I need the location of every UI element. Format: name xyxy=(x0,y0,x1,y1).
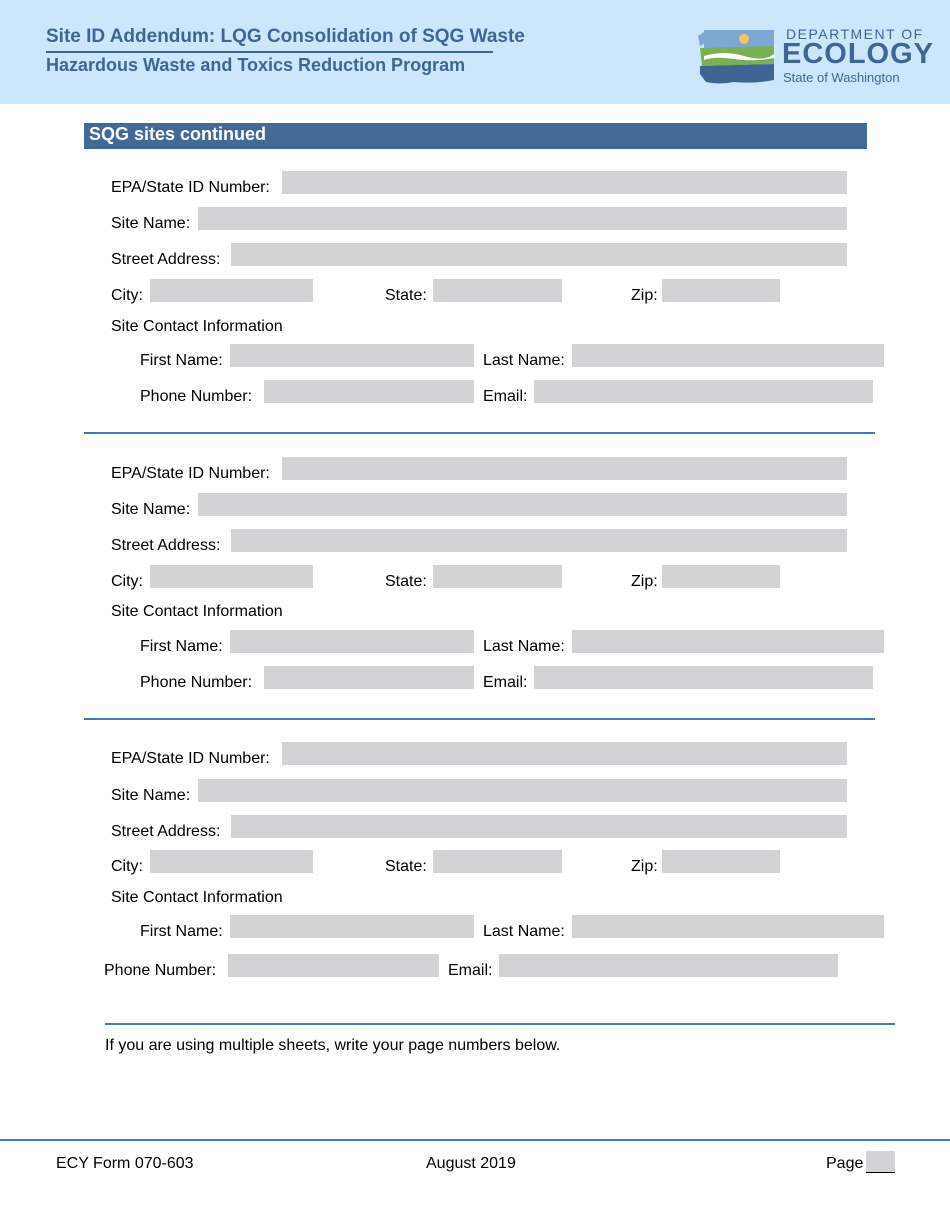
site-name-input[interactable] xyxy=(198,207,847,230)
form-date: August 2019 xyxy=(426,1155,516,1172)
street-address-label: Street Address: xyxy=(111,823,221,840)
epa-id-input[interactable] xyxy=(282,742,847,765)
ecology-logo-icon xyxy=(694,28,776,88)
email-label: Email: xyxy=(448,962,493,979)
section-title: SQG sites continued xyxy=(89,124,267,144)
state-input[interactable] xyxy=(433,565,562,588)
last-name-input[interactable] xyxy=(572,344,884,367)
zip-label: Zip: xyxy=(631,573,658,590)
email-label: Email: xyxy=(483,388,528,405)
email-label: Email: xyxy=(483,674,528,691)
form-title: Site ID Addendum: LQG Consolidation of SQG Waste xyxy=(46,26,525,47)
email-input[interactable] xyxy=(534,380,873,403)
city-label: City: xyxy=(111,858,143,875)
title-underline xyxy=(46,51,493,53)
site-name-label: Site Name: xyxy=(111,501,191,518)
program-name: Hazardous Waste and Toxics Reduction Program xyxy=(46,55,466,75)
street-address-label: Street Address: xyxy=(111,537,221,554)
last-name-label: Last Name: xyxy=(483,923,565,940)
note-divider xyxy=(105,1023,895,1025)
epa-id-input[interactable] xyxy=(282,171,847,194)
email-input[interactable] xyxy=(499,954,838,977)
last-name-input[interactable] xyxy=(572,915,884,938)
first-name-label: First Name: xyxy=(140,638,223,655)
state-input[interactable] xyxy=(433,850,562,873)
phone-label: Phone Number: xyxy=(140,674,253,691)
last-name-input[interactable] xyxy=(572,630,884,653)
epa-id-input[interactable] xyxy=(282,457,847,480)
multiple-sheets-note: If you are using multiple sheets, write your page numbers below. xyxy=(105,1037,561,1054)
first-name-input[interactable] xyxy=(230,344,474,367)
phone-label: Phone Number: xyxy=(140,388,253,405)
city-input[interactable] xyxy=(150,565,313,588)
phone-input[interactable] xyxy=(264,380,474,403)
site-contact-heading: Site Contact Information xyxy=(111,603,283,620)
phone-label: Phone Number: xyxy=(104,962,217,979)
phone-input[interactable] xyxy=(228,954,439,977)
page-label: Page xyxy=(826,1155,864,1172)
state-input[interactable] xyxy=(433,279,562,302)
first-name-input[interactable] xyxy=(230,915,474,938)
site-name-label: Site Name: xyxy=(111,787,191,804)
form-number: ECY Form 070-603 xyxy=(56,1155,194,1172)
phone-input[interactable] xyxy=(264,666,474,689)
street-address-input[interactable] xyxy=(231,243,847,266)
state-label: State: xyxy=(385,287,427,304)
page-number-input[interactable] xyxy=(866,1151,895,1173)
zip-input[interactable] xyxy=(662,279,780,302)
street-address-input[interactable] xyxy=(231,815,847,838)
city-input[interactable] xyxy=(150,279,313,302)
section-header-bar xyxy=(84,123,867,149)
logo-state-text: State of Washington xyxy=(783,70,900,85)
site-divider xyxy=(84,718,875,720)
zip-label: Zip: xyxy=(631,858,658,875)
last-name-label: Last Name: xyxy=(483,638,565,655)
street-address-label: Street Address: xyxy=(111,251,221,268)
street-address-input[interactable] xyxy=(231,529,847,552)
epa-id-label: EPA/State ID Number: xyxy=(111,465,270,482)
state-label: State: xyxy=(385,858,427,875)
site-name-label: Site Name: xyxy=(111,215,191,232)
site-contact-heading: Site Contact Information xyxy=(111,318,283,335)
zip-label: Zip: xyxy=(631,287,658,304)
epa-id-label: EPA/State ID Number: xyxy=(111,179,270,196)
site-name-input[interactable] xyxy=(198,779,847,802)
zip-input[interactable] xyxy=(662,850,780,873)
city-label: City: xyxy=(111,573,143,590)
first-name-label: First Name: xyxy=(140,923,223,940)
page-header xyxy=(0,0,950,104)
site-divider xyxy=(84,432,875,434)
zip-input[interactable] xyxy=(662,565,780,588)
logo-department-text: DEPARTMENT OF xyxy=(786,26,924,42)
footer-rule xyxy=(0,1139,950,1141)
site-contact-heading: Site Contact Information xyxy=(111,889,283,906)
last-name-label: Last Name: xyxy=(483,352,565,369)
site-name-input[interactable] xyxy=(198,493,847,516)
email-input[interactable] xyxy=(534,666,873,689)
state-label: State: xyxy=(385,573,427,590)
epa-id-label: EPA/State ID Number: xyxy=(111,750,270,767)
first-name-input[interactable] xyxy=(230,630,474,653)
first-name-label: First Name: xyxy=(140,352,223,369)
city-label: City: xyxy=(111,287,143,304)
logo-ecology-text: ECOLOGY xyxy=(782,38,935,70)
city-input[interactable] xyxy=(150,850,313,873)
